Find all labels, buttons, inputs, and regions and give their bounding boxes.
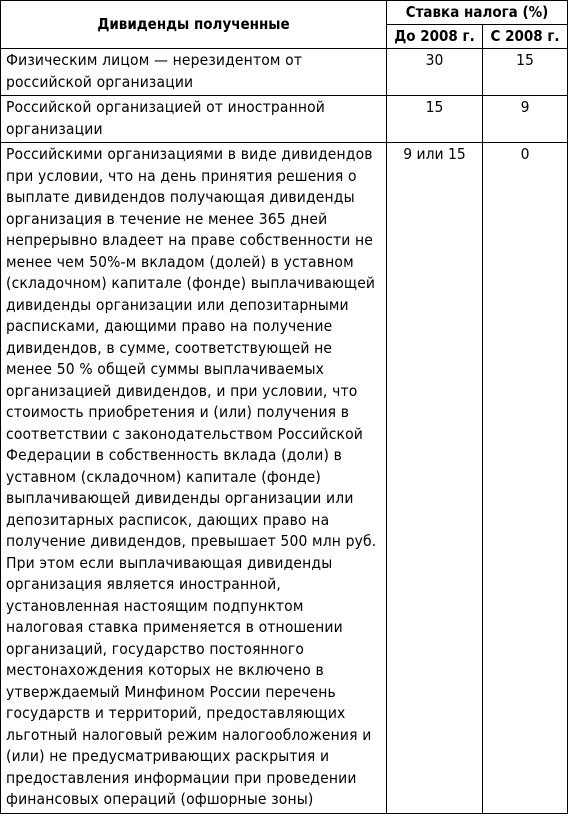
rate-before-2008: 30	[387, 49, 483, 96]
row-description	[1, 143, 387, 814]
row-description: Физическим лицом — нерезидентом от российской организации	[1, 49, 387, 96]
table-row	[1, 96, 568, 143]
header-tax-rate: Ставка налога (%)	[387, 1, 568, 25]
rate-before-2008: 15	[387, 96, 483, 143]
row-description: Российской организацией от иностранной организации	[1, 96, 387, 143]
rate-from-2008: 0	[483, 143, 568, 814]
rate-before-2008: 9 или 15	[387, 143, 483, 814]
header-from-2008: С 2008 г.	[483, 25, 568, 49]
table-row	[1, 143, 568, 814]
rate-from-2008: 9	[483, 96, 568, 143]
rate-from-2008: 15	[483, 49, 568, 96]
row-description-paragraph-2: При этом если выплачивающая дивиденды организация является иностранной, установленная настоящим подпунктом налоговая ставка применяется в отношении организаций, государство постоянного местонахождения которых не включено в утверждаемый Минфином России перечень государств и территорий, предоставляющих льготный налоговый режим налогообложения и (или) не предусматривающих раскрытия и предоставления информации при проведении финансовых операций (офшорные зоны)	[6, 553, 372, 808]
header-dividends: Дивиденды полученные	[1, 1, 387, 49]
header-row-1	[1, 1, 568, 25]
header-before-2008: До 2008 г.	[387, 25, 483, 49]
row-description-paragraph-1: Российскими организациями в виде дивидендов при условии, что на день принятия решения о выплате дивидендов получающая дивиденды организация в течение не менее 365 дней непрерывно владеет на праве собственности не менее чем 50%-м вкладом (долей) в уставном (складочном) капитале (фонде) выплачивающей дивиденды организации или депозитарными расписками, дающими право на получение дивидендов, в сумме, соответствующей не менее 50 % общей суммы выплачиваемых организацией дивидендов, и при условии, что стоимость приобретения и (или) получения в соответствии с законодательством Российской Федерации в собственность вклада (доли) в уставном (складочном) капитале (фонде) выплачивающей дивиденды организации или депозитарных расписок, дающих право на получение дивидендов, превышает 500 млн руб.	[6, 145, 377, 550]
table-row	[1, 49, 568, 96]
